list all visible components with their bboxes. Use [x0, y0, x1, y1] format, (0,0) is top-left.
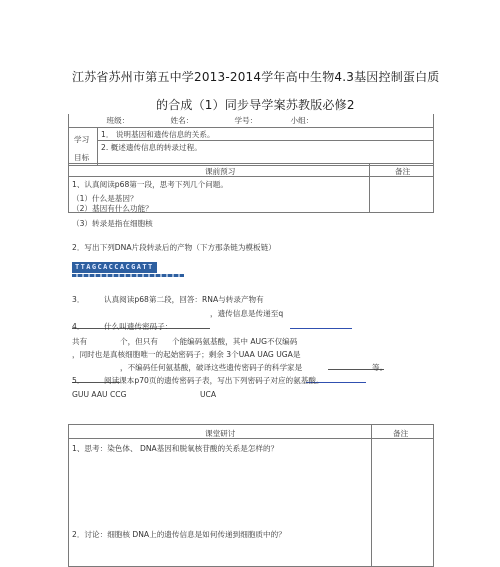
class-study-table [68, 424, 434, 567]
preview-q3-line2: ，遗传信息是传递至q [210, 309, 284, 318]
page-title-line2: 的合成（1）同步导学案苏教版必修2 [156, 98, 355, 112]
preview-q4-num: 4． [72, 322, 85, 331]
group-label: 小组： [290, 116, 314, 125]
preview-q1b: （2）基因有什么功能？ [72, 204, 153, 213]
dna-strand-bottom [72, 274, 184, 277]
goals-content-cell [98, 127, 434, 165]
preview-q1c: （3）转录是指在细胞核 [72, 219, 153, 228]
codons-b: UCA [200, 390, 217, 399]
class-study-note: 备注 [393, 429, 409, 438]
info-row [69, 114, 434, 127]
class-study-content-cell [69, 439, 372, 567]
q4-line3-a: ，不编码任何氨基酸，破译这些遗传密码子的科学家是 [120, 363, 303, 372]
dna-strand-top: TTAGCACCACGATT [72, 262, 157, 273]
preview-header: 课前预习 [205, 167, 236, 176]
class-study-header-cell [69, 425, 372, 439]
preview-q5-num: 5． [72, 376, 85, 385]
preview-q2: 2．写出下列DNA片段转录后的产物（下方那条链为模板链） [72, 243, 276, 252]
codons-a: GUU AAU CCG [72, 390, 127, 399]
goals-table [68, 114, 434, 166]
goals-label-2: 目标 [74, 152, 90, 162]
student-no-label: 学号： [234, 116, 258, 125]
preview-q1: 1、认真阅读p68第一段，思考下列几个问题。 [72, 180, 228, 189]
goal-item-1: 1． 说明基因和遗传信息的关系。 [101, 129, 215, 139]
q3-blank-2 [290, 310, 352, 329]
preview-q5-text: 阅读课本p70页的遗传密码子表，写出下列密码子对应的氨基酸。 [104, 376, 324, 385]
q4-line1-a: 共有 [72, 337, 88, 346]
preview-q1-note [370, 177, 434, 213]
q4-line1-c: 个能编码氨基酸，其中 AUG不仅编码 [172, 337, 298, 346]
class-study-q1: 1、思考：染色体、 DNA基因和脱氧核苷酸的关系是怎样的？ [72, 444, 279, 453]
preview-q4-text: 什么叫遗传密码子： [104, 322, 173, 331]
class-label: 班级： [106, 116, 130, 125]
class-study-note-cell [372, 425, 434, 439]
class-study-q2: 2．讨论：细胞核 DNA上的遗传信息是如何传递到细胞质中的？ [72, 530, 286, 539]
class-study-note-body [372, 439, 434, 567]
preview-header-cell [69, 164, 370, 177]
q4-line1-b: 个，但只有 [120, 337, 158, 346]
preview-note-cell [370, 164, 434, 177]
name-label: 姓名： [170, 116, 194, 125]
goal-item-2: 2. 概述遗传信息的转录过程。 [101, 142, 202, 152]
goals-label-cell [69, 127, 98, 165]
preview-note: 备注 [395, 167, 411, 176]
q4-line3-b: 等。 [372, 363, 388, 372]
preview-q3-text: 认真阅读p68第二段，回答：RNA与转录产物有 [104, 295, 264, 304]
preview-q3-num: 3． [72, 295, 85, 304]
goals-label-1: 学习 [74, 134, 90, 144]
q4-line2: ，同时也是真核细胞唯一的起始密码子；剩余 3个UAA UAG UGA是 [72, 350, 301, 359]
preview-q1a: （1）什么是基因？ [72, 194, 138, 203]
class-study-header: 课堂研讨 [205, 429, 236, 438]
page-title-line1: 江苏省苏州市第五中学2013-2014学年高中生物4.3基因控制蛋白质 [72, 70, 440, 84]
